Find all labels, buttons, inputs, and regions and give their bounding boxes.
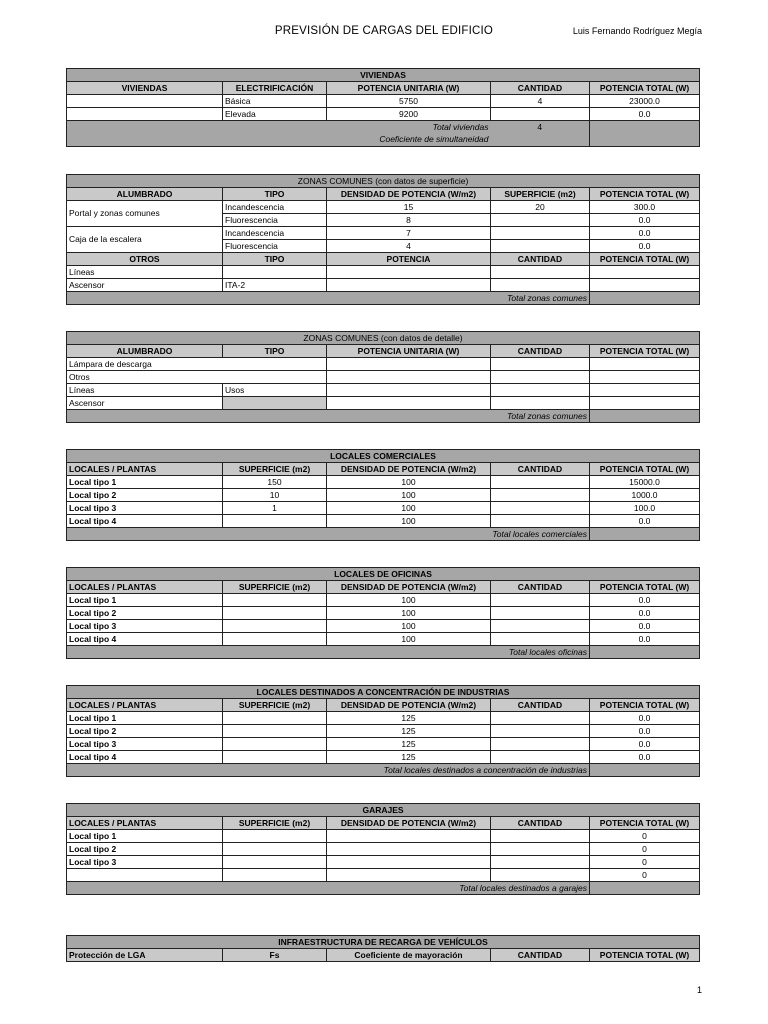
- cell[interactable]: [491, 725, 590, 738]
- row-label: Local tipo 4: [67, 751, 223, 764]
- cell[interactable]: 100: [327, 489, 491, 502]
- cell[interactable]: [491, 712, 590, 725]
- column-header: CANTIDAD: [491, 817, 590, 830]
- cell[interactable]: [491, 594, 590, 607]
- column-header: CANTIDAD: [491, 82, 590, 95]
- cell[interactable]: [327, 869, 491, 882]
- cell[interactable]: 4: [327, 240, 491, 253]
- cell: [491, 134, 590, 147]
- total-label: Total locales oficinas: [67, 646, 590, 659]
- table-row: [67, 633, 700, 646]
- table-zonas-comunes-detalle: [66, 331, 700, 423]
- row-label: Local tipo 3: [67, 738, 223, 751]
- column-header: POTENCIA TOTAL (W): [590, 345, 700, 358]
- table-garajes: [66, 803, 700, 895]
- table-title: ZONAS COMUNES (con datos de detalle): [67, 332, 700, 345]
- cell[interactable]: [223, 515, 327, 528]
- column-header: DENSIDAD DE POTENCIA (W/m2): [327, 463, 491, 476]
- column-header: POTENCIA UNITARIA (W): [327, 82, 491, 95]
- cell[interactable]: 0.0: [590, 725, 700, 738]
- table-row: [67, 279, 700, 292]
- cell[interactable]: [223, 725, 327, 738]
- column-header: POTENCIA TOTAL (W): [590, 699, 700, 712]
- row-label: Local tipo 3: [67, 856, 223, 869]
- total-value[interactable]: [590, 292, 700, 305]
- column-header: ALUMBRADO: [67, 188, 223, 201]
- table-row: [67, 869, 700, 882]
- cell[interactable]: [491, 476, 590, 489]
- cell[interactable]: 100: [327, 502, 491, 515]
- column-header: SUPERFICIE (m2): [223, 463, 327, 476]
- cell[interactable]: [327, 279, 491, 292]
- cell[interactable]: [327, 843, 491, 856]
- column-header: CANTIDAD: [491, 699, 590, 712]
- cell[interactable]: 125: [327, 738, 491, 751]
- coefficient-label: Coeficiente de simultaneidad: [67, 134, 491, 147]
- column-header: CANTIDAD: [491, 345, 590, 358]
- cell[interactable]: [223, 620, 327, 633]
- table-title: LOCALES DE OFICINAS: [67, 568, 700, 581]
- table-row: [67, 489, 700, 502]
- cell[interactable]: 9200: [327, 108, 491, 121]
- cell[interactable]: Básica: [223, 95, 327, 108]
- column-header: POTENCIA TOTAL (W): [590, 82, 700, 95]
- cell[interactable]: [223, 266, 327, 279]
- total-label: Total locales destinados a concentración de industrias: [67, 764, 590, 777]
- cell[interactable]: 0.0: [590, 240, 700, 253]
- total-label: Total locales destinados a garajes: [67, 882, 590, 895]
- table-row: [67, 830, 700, 843]
- cell[interactable]: [327, 266, 491, 279]
- column-header: Protección de LGA: [67, 949, 223, 962]
- cell[interactable]: 0.0: [590, 607, 700, 620]
- table-locales-comerciales: [66, 449, 700, 541]
- cell[interactable]: [327, 371, 491, 384]
- total-label: Total zonas comunes: [67, 410, 590, 423]
- cell[interactable]: 8: [327, 214, 491, 227]
- total-label: Total viviendas: [67, 121, 491, 134]
- cell[interactable]: [491, 869, 590, 882]
- cell[interactable]: 0: [590, 830, 700, 843]
- table-row: [67, 201, 700, 214]
- row-label: Líneas: [67, 384, 223, 397]
- table-row: [67, 384, 700, 397]
- cell[interactable]: 0.0: [590, 751, 700, 764]
- cell[interactable]: [327, 856, 491, 869]
- document-title: PREVISIÓN DE CARGAS DEL EDIFICIO: [274, 25, 494, 37]
- cell[interactable]: 15000.0: [590, 476, 700, 489]
- cell[interactable]: 100: [327, 515, 491, 528]
- table-row: [67, 594, 700, 607]
- cell: [223, 397, 327, 410]
- cell[interactable]: [491, 633, 590, 646]
- total-quantity: 4: [491, 121, 590, 134]
- cell[interactable]: 125: [327, 751, 491, 764]
- row-label: Local tipo 3: [67, 502, 223, 515]
- cell[interactable]: 125: [327, 725, 491, 738]
- row-label: Caja de la escalera: [67, 227, 223, 253]
- column-header: TIPO: [223, 345, 327, 358]
- column-header: POTENCIA TOTAL (W): [590, 253, 700, 266]
- column-header: CANTIDAD: [491, 949, 590, 962]
- cell[interactable]: 23000.0: [590, 95, 700, 108]
- cell[interactable]: 10: [223, 489, 327, 502]
- table-row: [67, 725, 700, 738]
- column-header: Coeficiente de mayoración: [327, 949, 491, 962]
- total-value[interactable]: [590, 646, 700, 659]
- table-row: [67, 266, 700, 279]
- total-value[interactable]: [590, 528, 700, 541]
- cell[interactable]: [223, 856, 327, 869]
- row-label: Local tipo 3: [67, 620, 223, 633]
- table-viviendas: [66, 68, 700, 147]
- row-label: Local tipo 4: [67, 515, 223, 528]
- total-value[interactable]: [590, 764, 700, 777]
- row-label: Lámpara de descarga: [67, 358, 327, 371]
- row-label: Local tipo 1: [67, 594, 223, 607]
- cell[interactable]: [491, 108, 590, 121]
- table-row: [67, 95, 700, 108]
- cell[interactable]: 100: [327, 620, 491, 633]
- total-value[interactable]: [590, 410, 700, 423]
- column-header: CANTIDAD: [491, 253, 590, 266]
- column-header: LOCALES / PLANTAS: [67, 699, 223, 712]
- row-label: Local tipo 2: [67, 607, 223, 620]
- row-label: Local tipo 2: [67, 843, 223, 856]
- cell[interactable]: [223, 830, 327, 843]
- cell[interactable]: [491, 371, 590, 384]
- column-header: POTENCIA TOTAL (W): [590, 188, 700, 201]
- table-row: [67, 620, 700, 633]
- cell[interactable]: [223, 633, 327, 646]
- row-label: Local tipo 2: [67, 725, 223, 738]
- table-row: [67, 358, 700, 371]
- table-row: [67, 502, 700, 515]
- total-value[interactable]: [590, 121, 700, 147]
- row-label: Local tipo 1: [67, 712, 223, 725]
- cell[interactable]: 0.0: [590, 227, 700, 240]
- table-title: INFRAESTRUCTURA DE RECARGA DE VEHÍCULOS: [67, 936, 700, 949]
- cell[interactable]: 0.0: [590, 214, 700, 227]
- cell[interactable]: [223, 751, 327, 764]
- cell[interactable]: [223, 594, 327, 607]
- cell[interactable]: 125: [327, 712, 491, 725]
- table-row: [67, 227, 700, 240]
- cell[interactable]: 0.0: [590, 515, 700, 528]
- total-label: Total locales comerciales: [67, 528, 590, 541]
- cell[interactable]: [491, 620, 590, 633]
- cell[interactable]: 100: [327, 594, 491, 607]
- cell[interactable]: 0.0: [590, 108, 700, 121]
- cell: Incandescencia: [223, 201, 327, 214]
- table-row: [67, 108, 700, 121]
- row-label: Portal y zonas comunes: [67, 201, 223, 227]
- column-header: ALUMBRADO: [67, 345, 223, 358]
- table-zonas-comunes-superficie: [66, 174, 700, 305]
- cell[interactable]: Usos: [223, 384, 327, 397]
- row-label: [67, 869, 223, 882]
- column-header: DENSIDAD DE POTENCIA (W/m2): [327, 817, 491, 830]
- column-header: Fs: [223, 949, 327, 962]
- cell[interactable]: [491, 830, 590, 843]
- column-header: SUPERFICIE (m2): [491, 188, 590, 201]
- cell[interactable]: ITA-2: [223, 279, 327, 292]
- table-row: [67, 397, 700, 410]
- cell[interactable]: [327, 358, 491, 371]
- table-row: [67, 856, 700, 869]
- cell[interactable]: [223, 738, 327, 751]
- cell[interactable]: 0.0: [590, 633, 700, 646]
- cell[interactable]: [491, 607, 590, 620]
- column-header: ELECTRIFICACIÓN: [223, 82, 327, 95]
- column-header: VIVIENDAS: [67, 82, 223, 95]
- cell[interactable]: [223, 607, 327, 620]
- cell[interactable]: [491, 738, 590, 751]
- table-title: LOCALES COMERCIALES: [67, 450, 700, 463]
- cell[interactable]: 300.0: [590, 201, 700, 214]
- table-row: [67, 738, 700, 751]
- cell[interactable]: [327, 830, 491, 843]
- row-label: Local tipo 1: [67, 830, 223, 843]
- row-label: Líneas: [67, 266, 223, 279]
- cell[interactable]: [491, 214, 590, 227]
- cell[interactable]: 20: [491, 201, 590, 214]
- table-row: [67, 476, 700, 489]
- table-locales-oficinas: [66, 567, 700, 659]
- cell[interactable]: [590, 371, 700, 384]
- cell[interactable]: 4: [491, 95, 590, 108]
- cell[interactable]: [590, 384, 700, 397]
- cell[interactable]: [491, 397, 590, 410]
- column-header: DENSIDAD DE POTENCIA (W/m2): [327, 188, 491, 201]
- column-header: LOCALES / PLANTAS: [67, 581, 223, 594]
- table-row: [67, 712, 700, 725]
- table-row: [67, 751, 700, 764]
- table-title: GARAJES: [67, 804, 700, 817]
- column-header: DENSIDAD DE POTENCIA (W/m2): [327, 699, 491, 712]
- cell[interactable]: 15: [327, 201, 491, 214]
- cell[interactable]: [67, 95, 223, 108]
- table-title: ZONAS COMUNES (con datos de superficie): [67, 175, 700, 188]
- cell[interactable]: [67, 108, 223, 121]
- column-header: SUPERFICIE (m2): [223, 699, 327, 712]
- column-header: POTENCIA TOTAL (W): [590, 817, 700, 830]
- cell[interactable]: 7: [327, 227, 491, 240]
- cell[interactable]: 100: [327, 476, 491, 489]
- cell[interactable]: [491, 279, 590, 292]
- column-header: DENSIDAD DE POTENCIA (W/m2): [327, 581, 491, 594]
- column-header: TIPO: [223, 188, 327, 201]
- column-header: POTENCIA UNITARIA (W): [327, 345, 491, 358]
- cell[interactable]: 1: [223, 502, 327, 515]
- total-label: Total zonas comunes: [67, 292, 590, 305]
- cell[interactable]: [590, 279, 700, 292]
- cell[interactable]: 0: [590, 856, 700, 869]
- cell[interactable]: [590, 358, 700, 371]
- row-label: Local tipo 2: [67, 489, 223, 502]
- table-locales-industrias: [66, 685, 700, 777]
- cell[interactable]: [491, 843, 590, 856]
- column-header: OTROS: [67, 253, 223, 266]
- cell[interactable]: [327, 384, 491, 397]
- cell[interactable]: Elevada: [223, 108, 327, 121]
- cell[interactable]: [491, 502, 590, 515]
- cell[interactable]: [491, 856, 590, 869]
- cell[interactable]: 0: [590, 869, 700, 882]
- cell[interactable]: [491, 358, 590, 371]
- row-label: Otros: [67, 371, 327, 384]
- cell[interactable]: [491, 489, 590, 502]
- cell: Fluorescencia: [223, 214, 327, 227]
- column-header: SUPERFICIE (m2): [223, 817, 327, 830]
- column-header: POTENCIA TOTAL (W): [590, 581, 700, 594]
- row-label: Ascensor: [67, 397, 223, 410]
- row-label: Local tipo 4: [67, 633, 223, 646]
- column-header: CANTIDAD: [491, 463, 590, 476]
- table-title: LOCALES DESTINADOS A CONCENTRACIÓN DE INDUSTRIAS: [67, 686, 700, 699]
- column-header: TIPO: [223, 253, 327, 266]
- cell[interactable]: 150: [223, 476, 327, 489]
- cell[interactable]: 100: [327, 607, 491, 620]
- cell[interactable]: [491, 384, 590, 397]
- column-header: POTENCIA TOTAL (W): [590, 949, 700, 962]
- column-header: CANTIDAD: [491, 581, 590, 594]
- cell[interactable]: 0: [590, 843, 700, 856]
- total-value[interactable]: [590, 882, 700, 895]
- document-author: Luis Fernando Rodríguez Megía: [572, 26, 702, 36]
- cell: Fluorescencia: [223, 240, 327, 253]
- cell[interactable]: [491, 515, 590, 528]
- column-header: POTENCIA TOTAL (W): [590, 463, 700, 476]
- cell[interactable]: [590, 397, 700, 410]
- cell[interactable]: 5750: [327, 95, 491, 108]
- table-row: [67, 843, 700, 856]
- cell[interactable]: [223, 843, 327, 856]
- table-row: [67, 515, 700, 528]
- cell: Incandescencia: [223, 227, 327, 240]
- table-row: [67, 371, 700, 384]
- cell[interactable]: [491, 240, 590, 253]
- cell[interactable]: 100.0: [590, 502, 700, 515]
- cell[interactable]: [491, 751, 590, 764]
- page-number: 1: [696, 985, 702, 995]
- cell[interactable]: 0.0: [590, 594, 700, 607]
- cell[interactable]: 100: [327, 633, 491, 646]
- table-recarga-vehiculos: [66, 935, 700, 962]
- cell[interactable]: 1000.0: [590, 489, 700, 502]
- row-label: Ascensor: [67, 279, 223, 292]
- cell[interactable]: 0.0: [590, 712, 700, 725]
- column-header: POTENCIA: [327, 253, 491, 266]
- cell[interactable]: [491, 266, 590, 279]
- cell[interactable]: [491, 227, 590, 240]
- cell[interactable]: [223, 712, 327, 725]
- table-row: [67, 607, 700, 620]
- table-title: VIVIENDAS: [67, 69, 700, 82]
- row-label: Local tipo 1: [67, 476, 223, 489]
- cell[interactable]: [590, 266, 700, 279]
- cell[interactable]: 0.0: [590, 620, 700, 633]
- cell[interactable]: [223, 869, 327, 882]
- column-header: LOCALES / PLANTAS: [67, 463, 223, 476]
- cell[interactable]: [327, 397, 491, 410]
- column-header: SUPERFICIE (m2): [223, 581, 327, 594]
- cell[interactable]: 0.0: [590, 738, 700, 751]
- column-header: LOCALES / PLANTAS: [67, 817, 223, 830]
